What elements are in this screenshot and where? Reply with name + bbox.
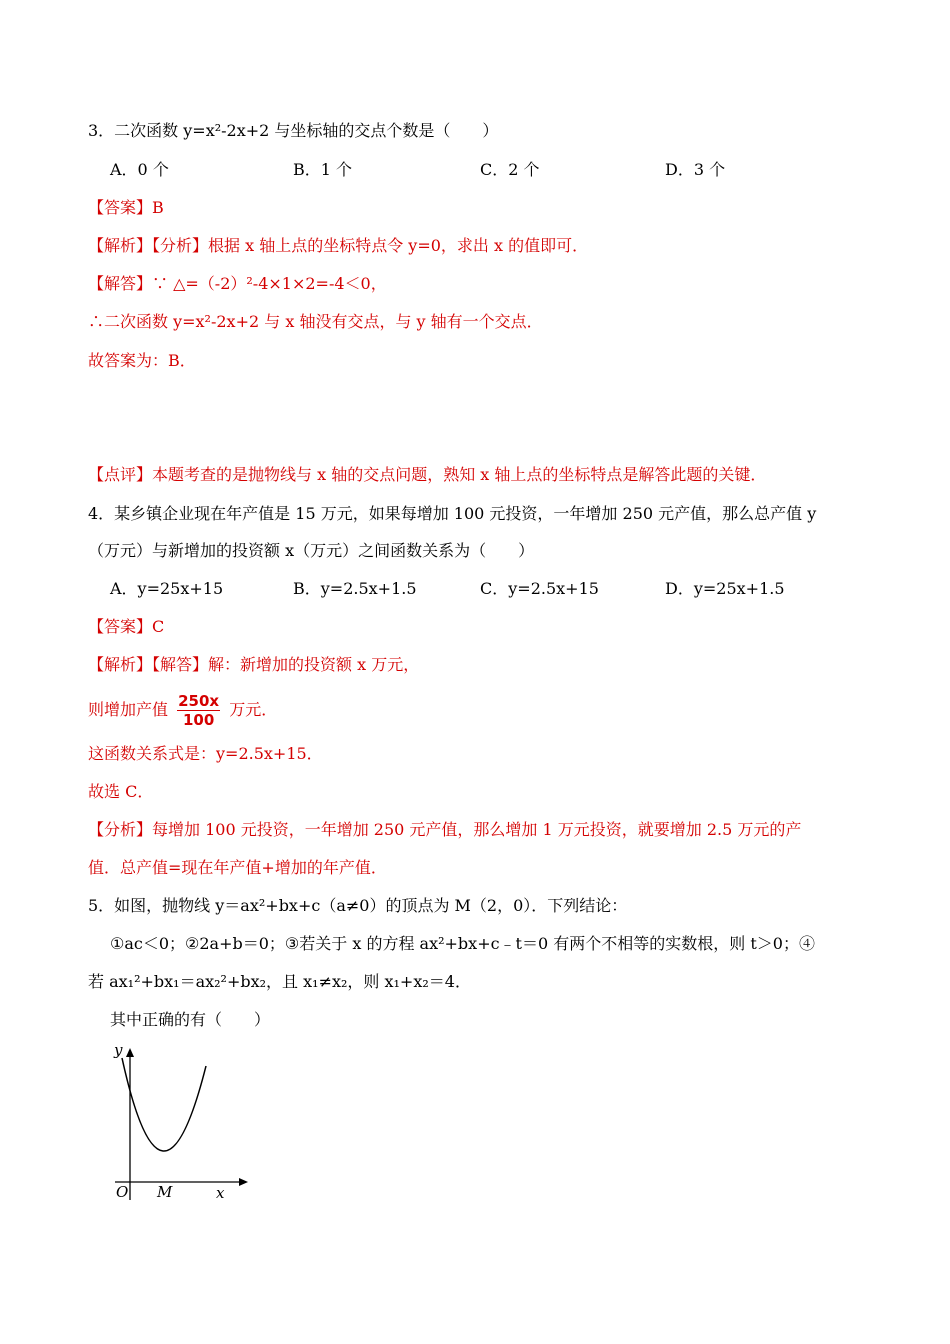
q4-explain-2: 值．总产值=现在年产值+增加的年产值． bbox=[88, 858, 387, 877]
q4-option-d: D．y=25x+1.5 bbox=[665, 579, 785, 598]
q3-solution-1: 【解答】∵ △=（-2）²-4×1×2=-4＜0， bbox=[88, 274, 387, 293]
q4-increase-line bbox=[88, 690, 277, 730]
q4-relation: 这函数关系式是：y=2.5x+15． bbox=[88, 744, 323, 763]
q4-stem-2: （万元）与新增加的投资额 x（万元）之间函数关系为（ ） bbox=[88, 541, 535, 560]
q4-stem-1: 4．某乡镇企业现在年产值是 15 万元，如果每增加 100 元投资，一年增加 250 元产值，那么总产值 y bbox=[88, 504, 817, 523]
q4-fraction-numerator: 250x bbox=[178, 692, 220, 710]
parabola-curve bbox=[122, 1058, 206, 1151]
q3-option-a: A．0 个 bbox=[110, 160, 169, 179]
q4-option-c: C．y=2.5x+15 bbox=[480, 579, 599, 598]
q5-parabola-graph bbox=[100, 1040, 260, 1210]
q3-option-c: C．2 个 bbox=[480, 160, 540, 179]
q3-answer: 【答案】B bbox=[88, 198, 164, 217]
q3-stem: 3．二次函数 y=x²-2x+2 与坐标轴的交点个数是（ ） bbox=[88, 121, 499, 140]
vertex-label: M bbox=[157, 1183, 173, 1201]
q4-fraction bbox=[177, 692, 220, 729]
q4-choose: 故选 C． bbox=[88, 782, 154, 801]
q4-option-b: B．y=2.5x+1.5 bbox=[293, 579, 417, 598]
q5-stem: 5．如图，抛物线 y＝ax²+bx+c（a≠0）的顶点为 M（2，0）．下列结论： bbox=[88, 896, 628, 915]
q5-ask: 其中正确的有（ ） bbox=[110, 1010, 271, 1029]
x-axis-label: x bbox=[216, 1184, 225, 1202]
q3-comment: 【点评】本题考查的是抛物线与 x 轴的交点问题，熟知 x 轴上点的坐标特点是解答此题的关键． bbox=[88, 465, 767, 484]
q3-solution-3: 故答案为：B． bbox=[88, 351, 196, 370]
q5-conclusions-2: 若 ax₁²+bx₁＝ax₂²+bx₂，且 x₁≠x₂，则 x₁+x₂＝4． bbox=[88, 972, 471, 991]
q5-conclusions-1: ①ac＜0；②2a+b＝0；③若关于 x 的方程 ax²+bx+c﹣t＝0 有两个不相等的实数根，则 t＞0；④ bbox=[110, 934, 815, 953]
q3-option-b: B．1 个 bbox=[293, 160, 353, 179]
origin-label: O bbox=[116, 1183, 129, 1201]
q4-answer: 【答案】C bbox=[88, 617, 165, 636]
x-axis bbox=[115, 1178, 248, 1186]
q4-explain-1: 【分析】每增加 100 元投资，一年增加 250 元产值，那么增加 1 万元投资，就要增加 2.5 万元的产 bbox=[88, 820, 802, 839]
q4-option-a: A．y=25x+15 bbox=[110, 579, 224, 598]
y-axis bbox=[126, 1048, 134, 1200]
q3-solution-2: ∴二次函数 y=x²-2x+2 与 x 轴没有交点，与 y 轴有一个交点． bbox=[88, 312, 543, 331]
q4-increase-prefix: 则增加产值 bbox=[88, 700, 169, 719]
q3-analysis: 【解析】【分析】根据 x 轴上点的坐标特点令 y=0，求出 x 的值即可． bbox=[88, 236, 589, 255]
q4-analysis: 【解析】【解答】解：新增加的投资额 x 万元， bbox=[88, 655, 420, 674]
q3-option-d: D．3 个 bbox=[665, 160, 726, 179]
q4-fraction-denominator: 100 bbox=[182, 711, 215, 729]
q4-increase-suffix: 万元． bbox=[229, 700, 278, 719]
y-axis-label: y bbox=[114, 1041, 123, 1059]
